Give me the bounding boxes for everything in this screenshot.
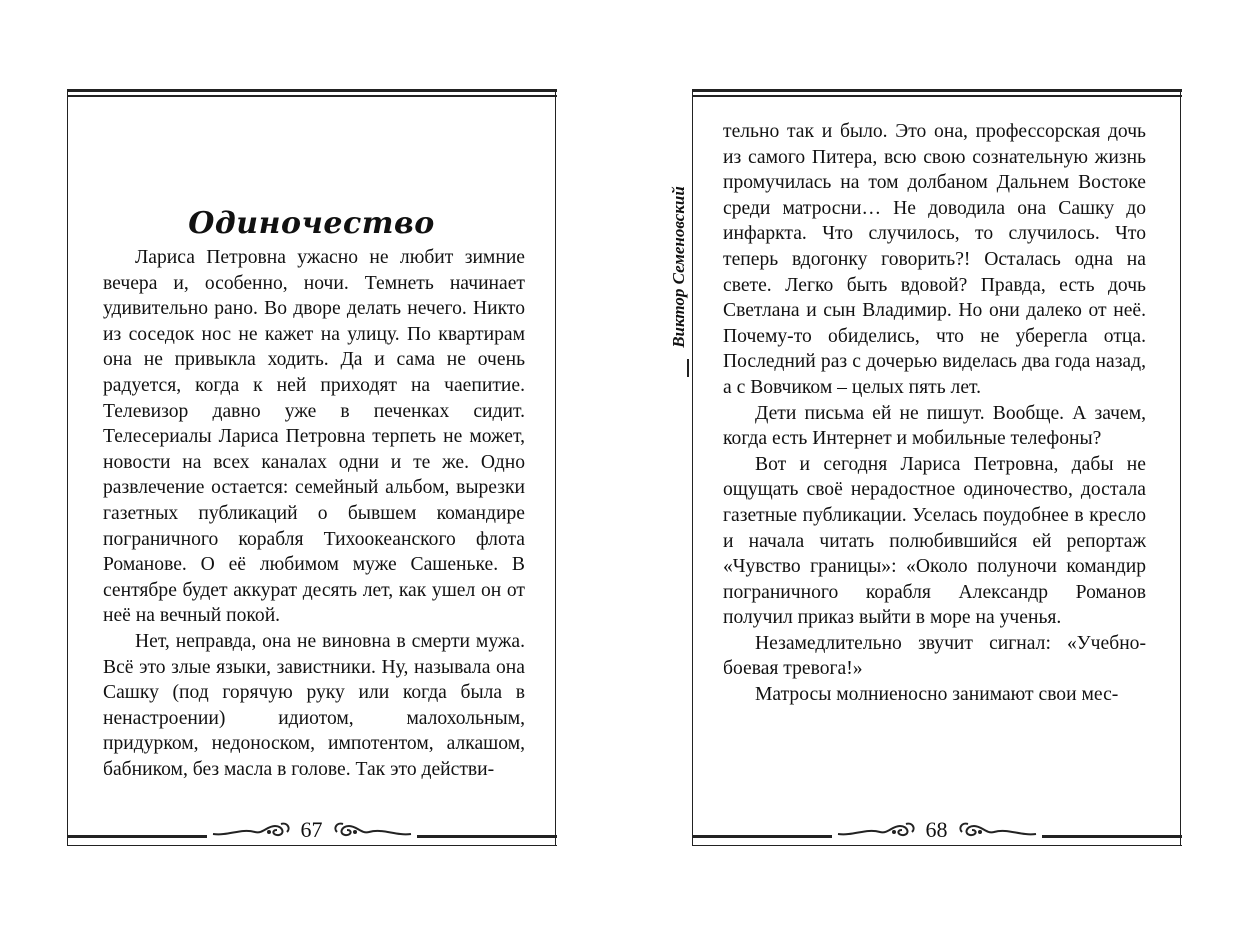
paragraph: Вот и сегодня Лариса Петровна, дабы не ощущать своё нерадостное одиночество, достала газетные публикации. Уселась поудобнее в кресло и начала читать полюбившийся ей репортаж «Чувство границы»: «Около полуночи командир пограничного корабля Александр Романов получил приказ выйти в море на ученья. [723,453,1146,629]
flourish-icon [211,820,293,840]
paragraph: Нет, неправда, она не виновна в смерти мужа. Всё это злые языки, завистники. Ну, называла она Сашку (под горячую руку или когда была в ненастроении) идиотом, малохольным, придурком, недоноском, импотентом, алкашом, бабником, без масла в голове. Так это действи- [103,630,525,780]
footer-ornament [692,816,1182,844]
chapter-title: Одиночество [188,206,435,241]
top-rule [692,89,1182,96]
flourish-icon [836,820,918,840]
running-head-rule [687,359,689,377]
page-number: 68 [925,817,948,842]
running-head-author: Виктор Семеновский [669,186,688,348]
page-number: 67 [300,817,323,842]
left-page [67,89,556,846]
flourish-icon [956,820,1038,840]
paragraph: Лариса Петровна ужасно не любит зимние вечера и, особенно, ночи. Темнеть начинает удивительно рано. Во дворе делать нечего. Никто из соседок нос не кажет на улицу. По квартирам она не привыкла ходить. Да и сама не очень радуется, когда к ней приходят на чаепитие. Телевизор давно уже в печенках сидит. Телесериалы Лариса Петровна терпеть не может, новости на всех каналах одни и те же. Одно развлечение остается: семейный альбом, вырезки газетных публикаций о бывшем командире пограничного корабля Тихоокеанского флота Романове. О её любимом муже Сашеньке. В сентябре будет аккурат десять лет, как ушел он от неё на вечный покой. [103,247,525,627]
page-footer [692,816,1182,846]
flourish-icon [331,820,413,840]
footer-ornament [67,816,557,844]
left-page-text [103,245,525,782]
right-page-text [723,119,1146,708]
paragraph: Незамедлительно звучит сигнал: «Учебно-боевая тревога!» [723,632,1146,680]
paragraph: тельно так и было. Это она, профессорская дочь из самого Питера, всю свою сознательную жизнь промучилась на том долбаном Дальнем Востоке среди матросни… Не доводила она Сашку до инфаркта. Что случилось, то случилось. Что теперь вдогонку говорить?! Осталась одна на свете. Легко быть вдовой? Правда, есть дочь Светлана и сын Владимир. Но они далеко от неё. Почему-то обиделись, что не уберегла отца. Последний раз с дочерью виделась два года назад, а с Вовчиком – целых пять лет. [723,121,1146,398]
top-rule [67,89,557,96]
paragraph: Матросы молниеносно занимают свои мес- [755,684,1119,706]
page-footer [67,816,557,846]
paragraph: Дети письма ей не пишут. Вообще. А зачем, когда есть Интернет и мобильные телефоны? [723,402,1146,450]
right-page [669,89,1181,846]
